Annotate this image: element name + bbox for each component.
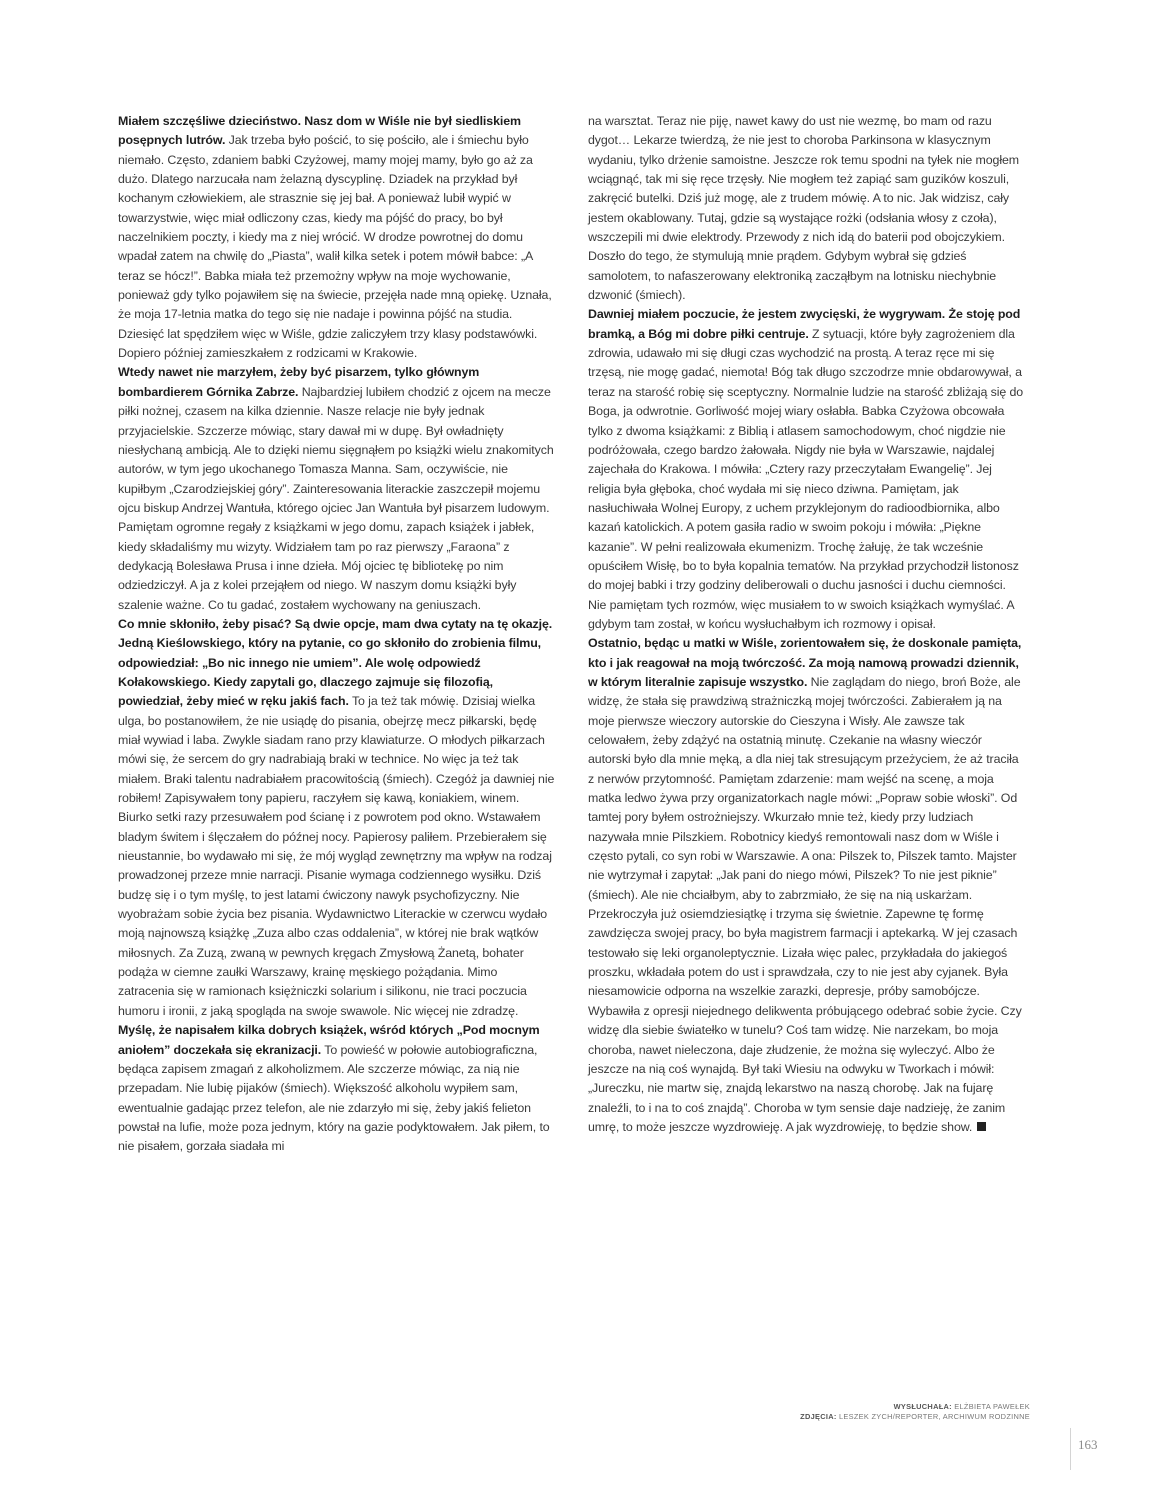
article-column-right <box>588 112 1026 1137</box>
paragraph <box>588 634 1026 1137</box>
credit-interview <box>700 1402 1030 1412</box>
credit-label: ZDJĘCIA: <box>800 1412 837 1421</box>
article-column-left <box>118 112 556 1157</box>
credit-photos <box>700 1412 1030 1422</box>
paragraph-text: Z sytuacji, które były zagrożeniem dla zdrowia, udawało mi się długi czas wychodzić na prostą. A teraz ręce mi się trzęsą, nie mogę gadać, niemota! Bóg tak długo szczodrze mnie obdarowywał, a teraz na starość robię się sceptyczny. Normalnie ludzie na starość zbliżają się do Boga, ja odwrotnie. Gorliwość mojej wiary osłabła. Babka Czyżowa obcowała tylko z dwoma książkami: z Biblią i atlasem samochodowym, choć nigdzie nie podróżowała, czego bardzo żałowała. Nigdy nie była w Warszawie, najdalej zajechała do Krakowa. I mówiła: „Cztery razy przeczytałam Ewangelię”. Jej religia była głęboka, choć wydała mi się nieco dziwna. Pamiętam, jak nasłuchiwała Wolnej Europy, z uchem przyklejonym do radioodbiornika, albo kazań katolickich. A potem gasiła radio w swoim pokoju i mówiła: „Piękne kazanie”. W pełni realizowała ekumenizm. Trochę żałuję, że tak wcześnie opuściłem Wisłę, bo to była kopalnia tematów. Na przykład przychodził listonosz do mojej babki i trzy godziny deliberowali o duchu jasności i duchu ciemności. Nie pamiętam tych rozmów, więc musiałem to w swoich książkach wymyślać. A gdybym tam został, w końcu wysłuchałbym ich rozmowy i opisał. <box>588 326 1024 631</box>
paragraph <box>118 615 556 1021</box>
paragraph <box>118 1021 556 1156</box>
paragraph-lead: Ostatnio, będąc u matki w Wiśle, zorientowałem się, że doskonale pamięta, kto i jak reagował na moją twórczość. Za moją namową prowadzi dziennik, w którym literalnie zapisuje wszystko. <box>588 636 1022 689</box>
paragraph <box>588 305 1026 634</box>
page-number-divider <box>1070 1428 1071 1470</box>
paragraph-lead: Co mnie skłoniło, żeby pisać? Są dwie opcje, mam dwa cytaty na tę okazję. Jedną Kieślowskiego, który na pytanie, co go skłoniło do zrobienia filmu, odpowiedział: „Bo nic innego nie umiem”. Ale wolę odpowiedź Kołakowskiego. Kiedy zapytali go, dlaczego zajmuje się filozofią, powiedział, żeby mieć w ręku jakiś fach. <box>118 616 553 709</box>
paragraph-text: na warsztat. Teraz nie piję, nawet kawy do ust nie wezmę, bo mam od razu dygot… Lekarze twierdzą, że nie jest to choroba Parkinsona w klasycznym wydaniu, tylko drżenie samoistne. Jeszcze rok temu spodni na tyłek nie mogłem wciągnąć, tak mi się ręce trzęsły. Nie mogłem też zapiąć sam guzików koszuli, zakręcić butelki. Dziś już mogę, ale z trudem mówię. A to nic. Jak widzisz, cały jestem okablowany. Tutaj, gdzie są wystające rożki (odsłania włosy z czoła), wszczepili mi dwie elektrody. Przewody z nich idą do baterii pod obojczykiem. Doszło do tego, że stymulują mnie prądem. Gdybym wybrał się gdzieś samolotem, to nafaszerowany elektroniką zacząłbym na lotnisku niechybnie dzwonić (śmiech). <box>588 114 1019 303</box>
page-number: 163 <box>1078 1437 1098 1452</box>
credit-value: ELŻBIETA PAWEŁEK <box>954 1402 1030 1411</box>
paragraph <box>588 112 1026 305</box>
article-credits <box>700 1402 1030 1422</box>
paragraph-text: Nie zaglądam do niego, broń Boże, ale widzę, że stała się prawdziwą strażniczką mojej twórczości. Zabierałem ją na moje pierwsze wieczory autorskie do Cieszyna i Wisły. Ale zawsze tak celowałem, żeby zdążyć na ostatnią minutę. Czekanie na własny wieczór autorski było dla mnie męką, a dla niej tak stresującym przeżyciem, że aż traciła z nerwów przytomność. Pamiętam zdarzenie: mam wejść na scenę, a moja matka ledwo żywa przy organizatorkach nagle mówi: „Popraw sobie włoski”. Od tamtej pory byłem ostrożniejszy. Wkurzało mnie też, kiedy przy ludziach nazywała mnie Pilszkiem. Robotnicy kiedyś remontowali nasz dom w Wiśle i często pytali, co syn robi w Warszawie. A ona: Pilszek to, Pilszek tamto. Majster nie wytrzymał i zapytał: „Jak pani do niego mówi, Pilszek? To nie jest piknie” (śmiech). Ale nie chciałbym, aby to zabrzmiało, że się na nią uskarżam. Przekroczyła już osiemdziesiątkę i trzyma się świetnie. Zapewne tę formę zawdzięcza swojej pracy, bo była magistrem farmacji i aptekarką. W jej czasach testowało się leki organoleptycznie. Lizała więc palec, przykładała do jakiegoś proszku, wkładała potem do ust i sprawdzała, czy to nie jest aby cyjanek. Była niesamowicie odporna na wszelkie zarazki, depresje, próby samobójcze. Wybawiła z opresji niejednego delikwenta próbującego odebrać sobie życie. Czy widzę dla siebie światełko w tunelu? Coś tam widzę. Nie narzekam, bo moja choroba, nawet nieleczona, daje złudzenie, że można się wyleczyć. Albo że jeszcze na nią coś wynajdą. Był taki Wiesiu na odwyku w Tworkach i mówił: „Jureczku, nie martw się, znajdą lekarstwo na naszą chorobę. Jak na fujarę znaleźli, to i na to coś znajdą”. Choroba w tym sensie daje nadzieję, że zanim umrę, to może jeszcze wyzdrowieję. A jak wyzdrowieję, to będzie show. <box>588 674 1022 1134</box>
paragraph <box>118 112 556 363</box>
credit-label: WYSŁUCHAŁA: <box>893 1402 952 1411</box>
credit-value: LESZEK ZYCH/REPORTER, ARCHIWUM RODZINNE <box>838 1412 1030 1421</box>
end-of-article-mark <box>977 1122 986 1131</box>
paragraph-lead: Miałem szczęśliwe dzieciństwo. Nasz dom w Wiśle nie był siedliskiem posępnych lutrów. <box>118 114 521 148</box>
paragraph <box>118 363 556 614</box>
paragraph-lead: Myślę, że napisałem kilka dobrych książek, wśród których „Pod mocnym aniołem” doczekała się ekranizacji. <box>118 1023 540 1057</box>
paragraph-lead: Dawniej miałem poczucie, że jestem zwycięski, że wygrywam. Że stoję pod bramką, a Bóg mi dobre piłki centruje. <box>588 307 1021 341</box>
paragraph-text: To powieść w połowie autobiograficzna, będąca zapisem zmagań z alkoholizmem. Ale szczerze mówiąc, za nią nie przepadam. Nie lubię pijaków (śmiech). Większość alkoholu wypiłem sam, ewentualnie gadając przez telefon, ale nie zdarzyło mi się, żeby jakiś felieton powstał na lufie, może poza jednym, który na gazie podyktowałem. Jak piłem, to nie pisałem, gorzała siadała mi <box>118 1042 550 1154</box>
paragraph-text: Najbardziej lubiłem chodzić z ojcem na mecze piłki nożnej, czasem na kilka dziennie. Nasze relacje nie były jednak przyjacielskie. Szczerze mówiąc, stary dawał mi w dupę. Był owładnięty niesłychaną ambicją. Ale to dzięki niemu sięgnąłem po książki wielu znakomitych autorów, w tym jego ukochanego Tomasza Manna. Sam, oczywiście, nie kupiłbym „Czarodziejskiej góry”. Zainteresowania literackie zaszczepił mojemu ojcu biskup Andrzej Wantuła, którego ojciec Jan Wantuła był pisarzem ludowym. Pamiętam ogromne regały z książkami w jego domu, zapach książek i jabłek, kiedy składaliśmy mu wizyty. Widziałem tam po raz pierwszy „Faraona” z dedykacją Bolesława Prusa i inne dzieła. Mój ojciec tę bibliotekę po nim odziedziczył. A ja z kolei przejąłem od niego. W naszym domu książki były szalenie ważne. Co tu gadać, zostałem wychowany na geniuszach. <box>118 384 554 612</box>
paragraph-lead: Wtedy nawet nie marzyłem, żeby być pisarzem, tylko głównym bombardierem Górnika Zabrze. <box>118 365 480 399</box>
paragraph-text: Jak trzeba było pościć, to się pościło, ale i śmiechu było niemało. Często, zdaniem babki Czyżowej, mamy mojej mamy, było go aż za dużo. Dlatego narzucała nam żelazną dyscyplinę. Dziadek na przykład był kochanym człowiekiem, ale strasznie się jej bał. A ponieważ lubił wypić w towarzystwie, więc miał odliczony czas, kiedy ma pójść do pracy, bo był naczelnikiem poczty, i kiedy ma z niej wrócić. W drodze powrotnej do domu wpadał zatem na chwilę do „Piasta”, walił kilka setek i potem mówił babce: „A teraz se hócz!”. Babka miała też przemożny wpływ na moje wychowanie, ponieważ gdy tylko pojawiłem się na świecie, przejęła nade mną opiekę. Uznała, że moja 17-letnia matka do tego się nie nadaje i powinna pójść na studia. Dziesięć lat spędziłem więc w Wiśle, gdzie zaliczyłem trzy klasy podstawówki. Dopiero później zamieszkałem z rodzicami w Krakowie. <box>118 133 552 361</box>
paragraph-text: To ja też tak mówię. Dzisiaj wielka ulga, bo postanowiłem, że nie usiądę do pisania, obejrzę mecz piłkarski, będę miał wywiad i laba. Zwykle siadam rano przy klawiaturze. O młodych piłkarzach mówi się, że sercem do gry nadrabiają braki w technice. No więc ja też tak miałem. Braki talentu nadrabiałem pracowitością (śmiech). Czegóż ja dawniej nie robiłem! Zapisywałem tony papieru, raczyłem się kawą, koniakiem, winem. Biurko setki razy przesuwałem pod ścianę i z powrotem pod okno. Wstawałem bladym świtem i ślęczałem do późnej nocy. Papierosy paliłem. Przebierałem się nieustannie, bo wydawało mi się, że mój wygląd zewnętrzny ma wpływ na rodzaj prowadzonej przeze mnie narracji. Pisanie wymaga codziennego wysiłku. Dziś budzę się i o tym myślę, to jest latami ćwiczony nawyk psychofizyczny. Nie wyobrażam sobie życia bez pisania. Wydawnictwo Literackie w czerwcu wydało moją najnowszą książkę „Zuza albo czas oddalenia”, w której nie brak wątków miłosnych. Za Zuzą, zwaną w pewnych kręgach Zmysłową Żanetą, bohater podąża w ciemne zaułki Warszawy, krainę męskiego pożądania. Mimo zatracenia się w ramionach księżniczki solarium i silikonu, nie traci poczucia humoru i ironii, z jaką spogląda na swoje swawole. Nic więcej nie zdradzę. <box>118 694 555 1018</box>
